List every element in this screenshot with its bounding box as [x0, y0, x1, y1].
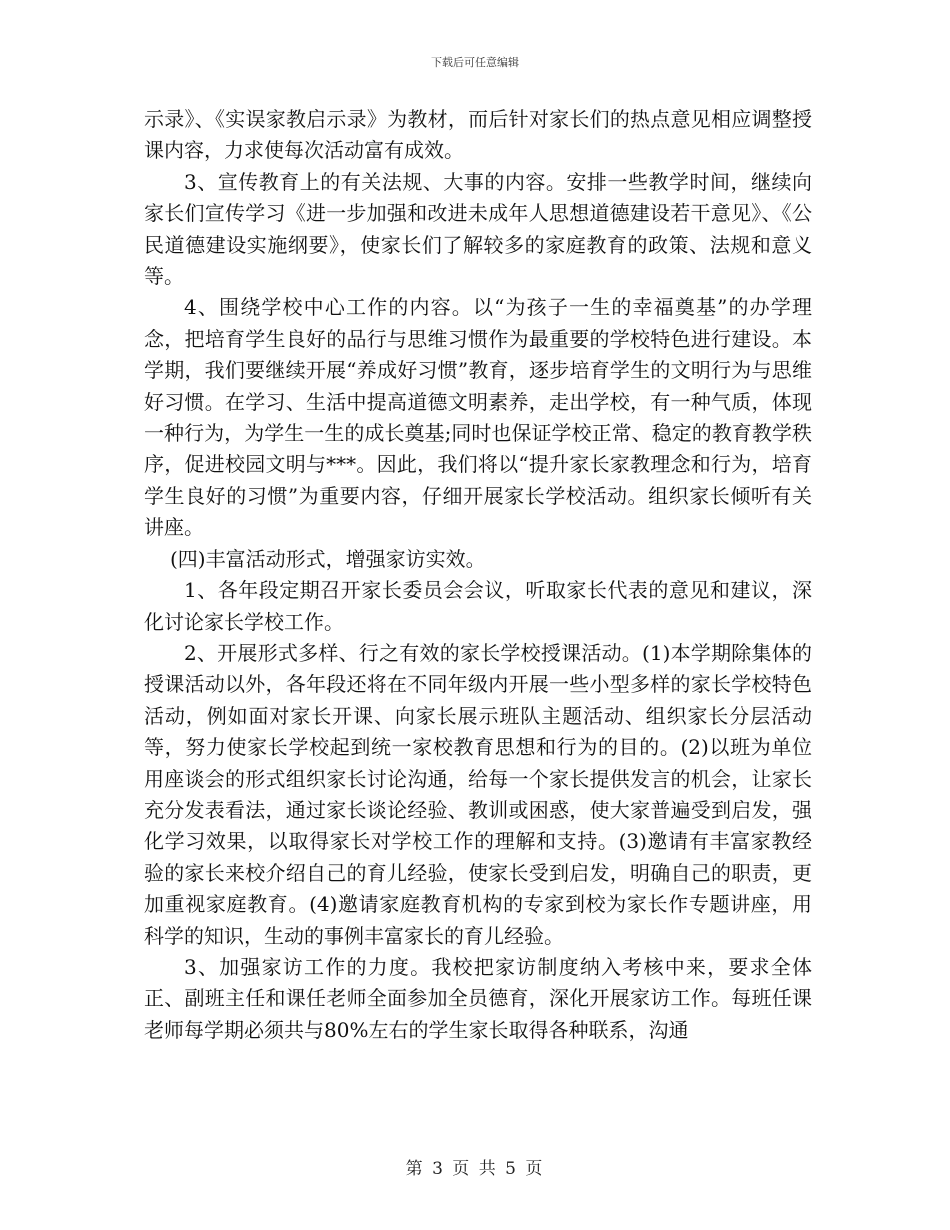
paragraph-item-3-home-visits: 3、加强家访工作的力度。我校把家访制度纳入考核中来，要求全体正、副班主任和课任老师全面参加全员德育，深化开展家访工作。每班任课老师每学期必须共与80%左右的学生家长取得各种联系，沟通	[144, 954, 812, 1042]
paragraph-item-3-laws: 3、宣传教育上的有关法规、大事的内容。安排一些教学时间，继续向家长们宣传学习《进一步加强和改进未成年人思想道德建设若干意见》、《公民道德建设实施纲要》，使家长们了解较多的家庭教育的政策、法规和意义等。	[144, 169, 812, 289]
page-number: 第 3 页 共 5 页	[405, 1159, 545, 1179]
page-header-note: 下载后可任意编辑	[431, 56, 519, 69]
section-heading-4: (四)丰富活动形式，增强家访实效。	[170, 546, 486, 571]
paragraph-item-1-committee: 1、各年段定期召开家长委员会会议，听取家长代表的意见和建议，深化讨论家长学校工作。	[144, 578, 812, 634]
paragraph-item-4-school-work: 4、围绕学校中心工作的内容。以“为孩子一生的幸福奠基”的办学理念，把培育学生良好的品行与思维习惯作为最重要的学校特色进行建设。本学期，我们要继续开展“养成好习惯”教育，逐步培育学生的文明行为与思维好习惯。在学习、生活中提高道德文明素养，走出学校，有一种气质，体现一种行为，为学生一生的成长奠基;同时也保证学校正常、稳定的教育教学秩序，促进校园文明与***。因此，我们将以“提升家长家教理念和行为，培育学生良好的习惯”为重要内容，仔细开展家长学校活动。组织家长倾听有关讲座。	[144, 295, 812, 540]
paragraph-continuation: 示录》、《实误家教启示录》为教材，而后针对家长们的热点意见相应调整授课内容，力求使每次活动富有成效。	[144, 107, 812, 163]
paragraph-item-2-activities: 2、开展形式多样、行之有效的家长学校授课活动。(1)本学期除集体的授课活动以外，各年段还将在不同年级内开展一些小型多样的家长学校特色活动，例如面对家长开课、向家长展示班队主题活动、组织家长分层活动等，努力使家长学校起到统一家校教育思想和行为的目的。(2)以班为单位用座谈会的形式组织家长讨论沟通，给每一个家长提供发言的机会，让家长充分发表看法，通过家长谈论经验、教训或困惑，使大家普遍受到启发，强化学习效果，以取得家长对学校工作的理解和支持。(3)邀请有丰富家教经验的家长来校介绍自己的育儿经验，使家长受到启发，明确自己的职责，更加重视家庭教育。(4)邀请家庭教育机构的专家到校为家长作专题讲座，用科学的知识，生动的事例丰富家长的育儿经验。	[144, 640, 812, 948]
document-body	[144, 104, 812, 1046]
